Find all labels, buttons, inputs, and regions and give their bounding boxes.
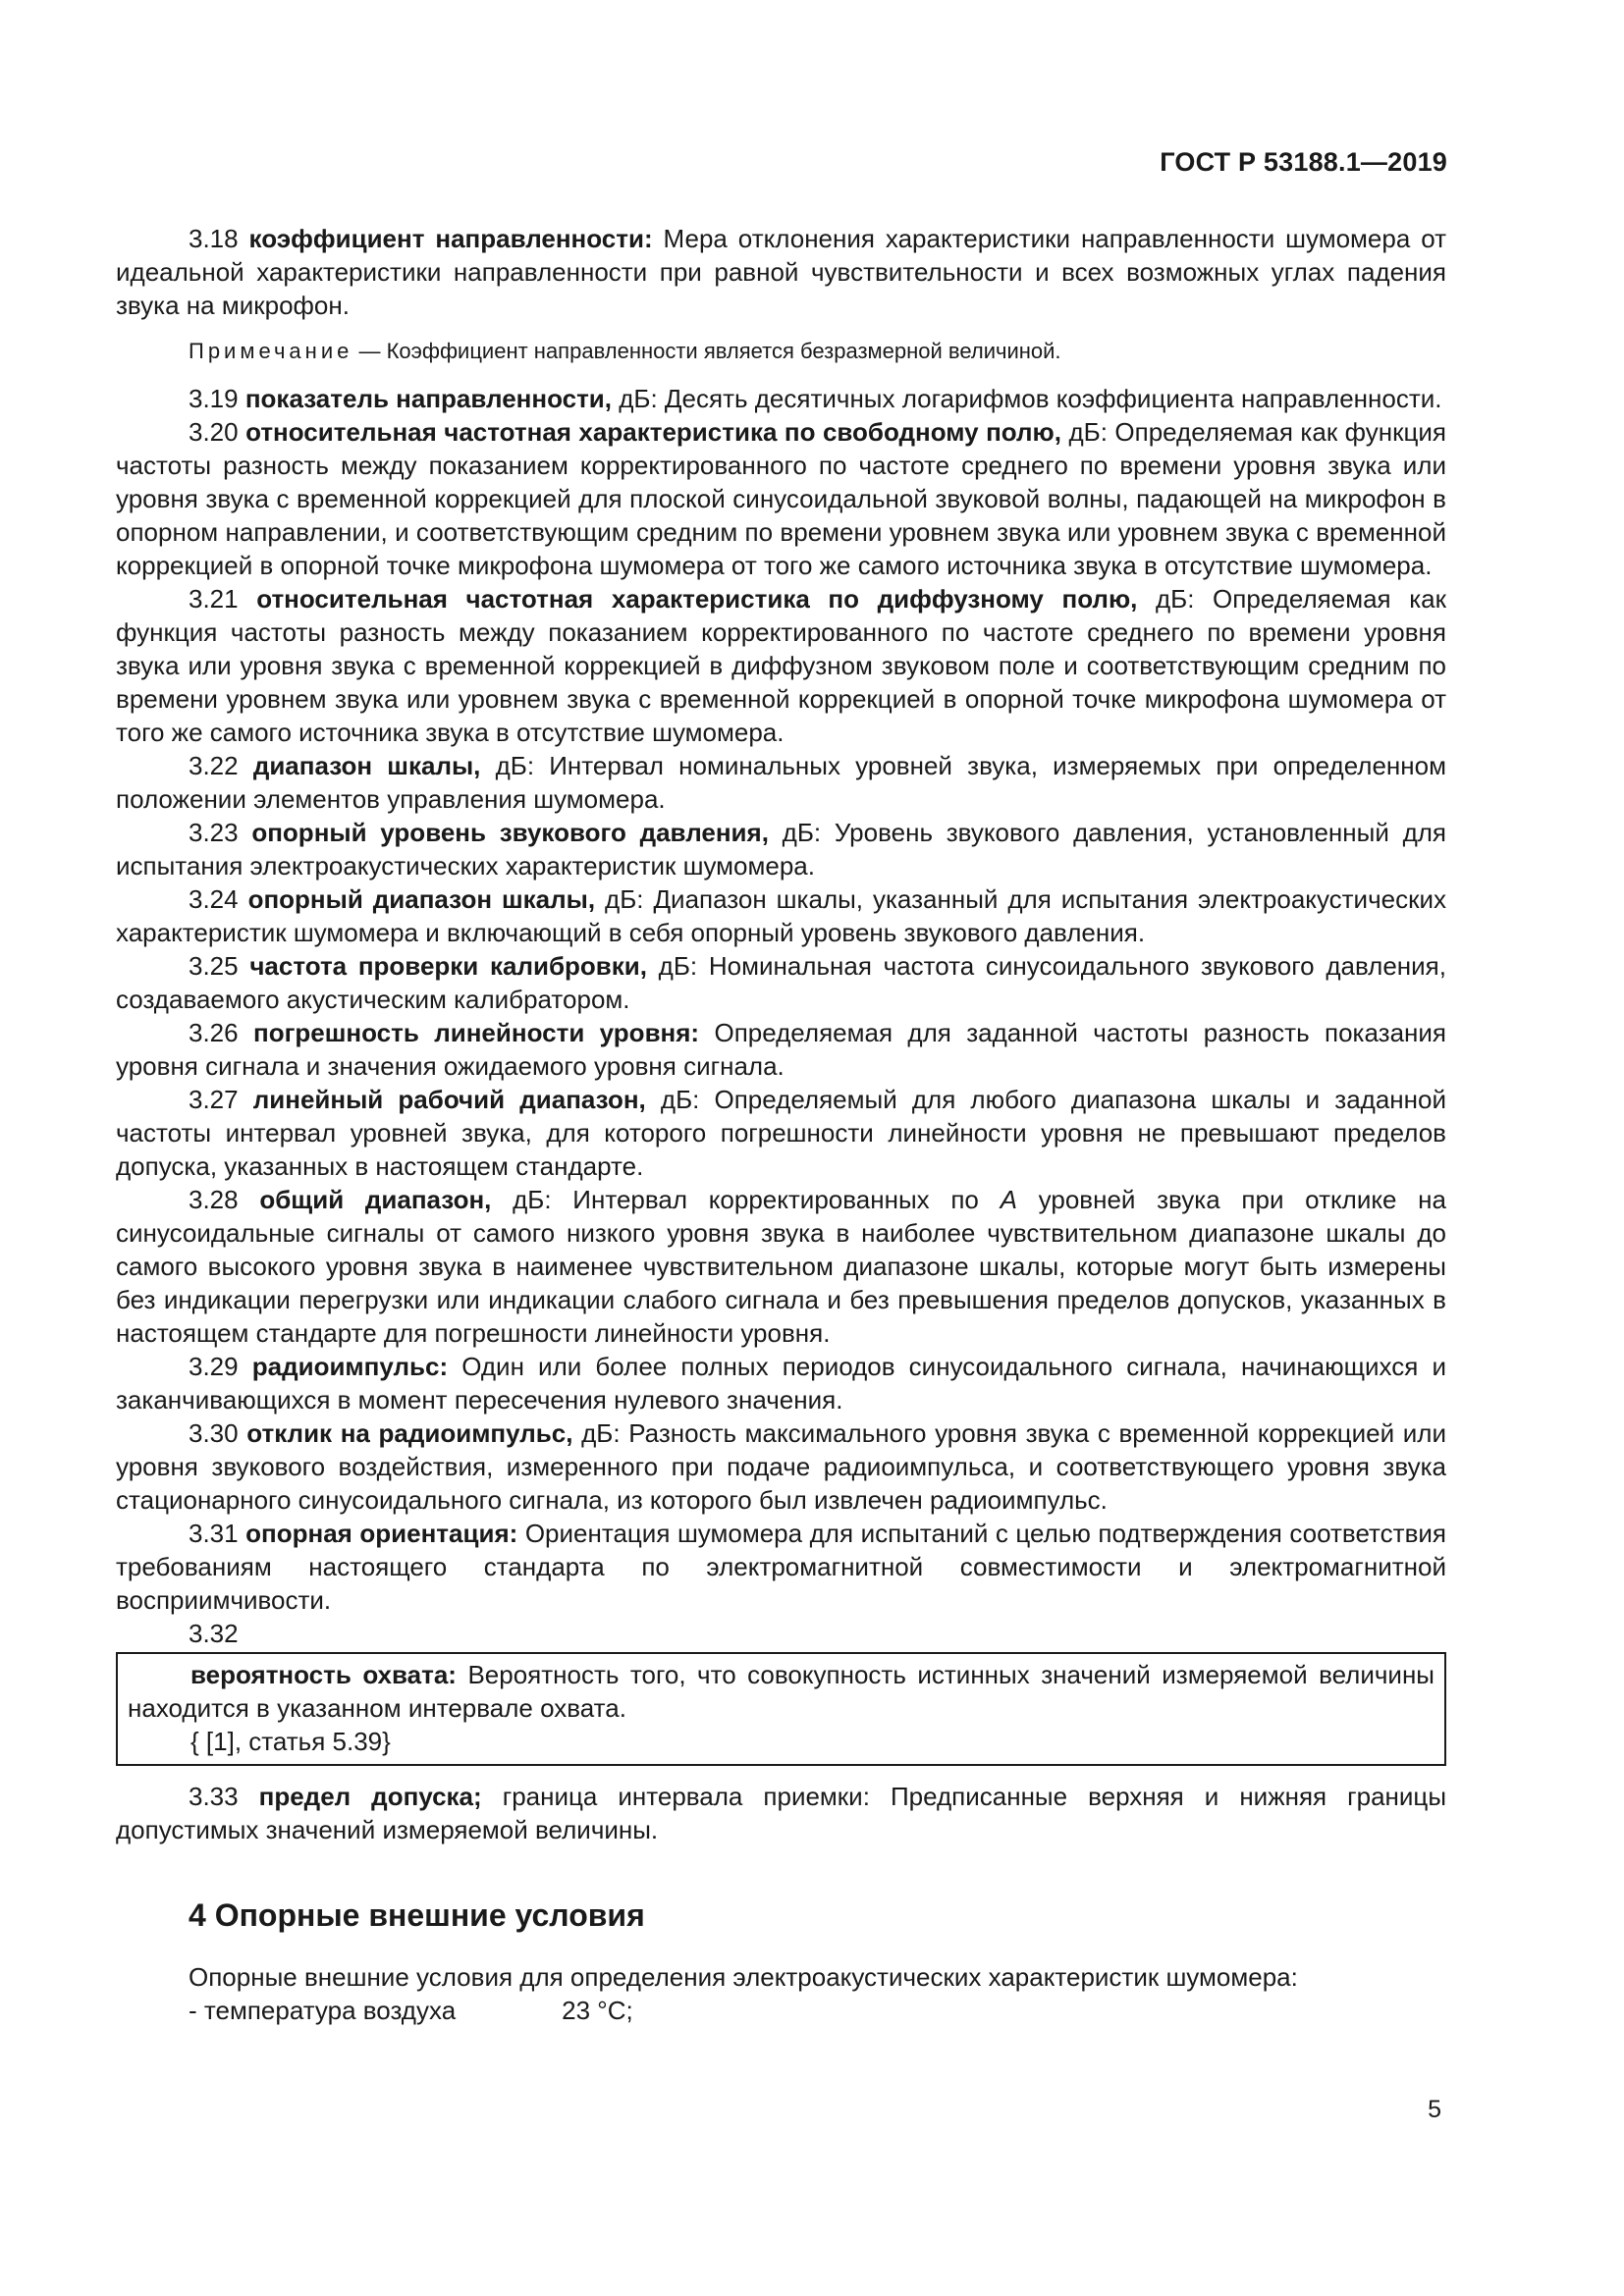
term-name: отклик на радиоимпульс, xyxy=(246,1418,573,1448)
term-name: показатель направленности, xyxy=(244,384,613,413)
term-name: диапазон шкалы, xyxy=(252,751,481,780)
term-name: относительная частотная характеристика по свободному полю, xyxy=(245,417,1061,447)
term-3-28: 3.28 общий диапазон, дБ: Интервал корректированных по А уровней звука при отклике на синусоидальные сигналы от самого низкого уровня звука в наиболее чувствительном диапазоне шкалы до самого высокого уровня звука в наименее чувствительном диапазоне шкалы, которые могут быть измерены без индикации перегрузки или индикации слабого сигнала и без превышения пределов допусков, указанных в настоящем стандарте для погрешности линейности уровня. xyxy=(116,1185,1446,1348)
term-name: общий диапазон, xyxy=(259,1185,492,1214)
term-3-26: 3.26 погрешность линейности уровня: Определяемая для заданной частоты разность показания уровня сигнала и значения ожидаемого уровня сигнала. xyxy=(116,1018,1446,1081)
term-name: относительная частотная характеристика по диффузному полю, xyxy=(256,584,1138,614)
condition-label: - температура воздуха xyxy=(189,1996,457,2025)
term-3-32: вероятность охвата: Вероятность того, что совокупность истинных значений измеряемой величины находится в указанном интервале охвата. xyxy=(128,1660,1435,1723)
term-3-24: 3.24 опорный диапазон шкалы, дБ: Диапазон шкалы, указанный для испытания электроакустических характеристик шумомера и включающий в себя опорный уровень звукового давления. xyxy=(116,884,1446,947)
term-3-25: 3.25 частота проверки калибровки, дБ: Номинальная частота синусоидального звукового давления, создаваемого акустическим калибратором. xyxy=(116,951,1446,1014)
term-3-19: 3.19 показатель направленности, дБ: Десять десятичных логарифмов коэффициента направленности. xyxy=(189,384,1442,413)
term-name: частота проверки калибровки, xyxy=(249,951,647,981)
term-3-33: 3.33 предел допуска; граница интервала приемки: Предписанные верхняя и нижняя границы допустимых значений измеряемой величины. xyxy=(116,1782,1447,1844)
term-source-reference: { [1], статья 5.39} xyxy=(190,1727,391,1756)
condition-air-temperature xyxy=(116,1994,1446,2027)
document-code-header: ГОСТ Р 53188.1—2019 xyxy=(1160,147,1447,177)
condition-value: 23 °С; xyxy=(562,1996,633,2025)
term-name: линейный рабочий диапазон, xyxy=(252,1085,646,1114)
term-3-32-box xyxy=(116,1652,1446,1766)
term-3-21: 3.21 относительная частотная характеристика по диффузному полю, дБ: Определяемая как функция частоты разность между показанием корректированного по частоте среднего по времени уровня звука или уровня звука с временной коррекцией в диффузном звуковом поле и соответствующим средним по времени уровнем звука или уровнем звука с временной коррекцией в опорной точке микрофона шумомера от того же самого источника звука в отсутствие шумомера. xyxy=(116,584,1446,747)
term-name: погрешность линейности уровня: xyxy=(253,1018,700,1047)
term-name: радиоимпульс: xyxy=(251,1352,449,1381)
term-name: вероятность охвата: xyxy=(190,1660,457,1689)
note xyxy=(116,337,1446,366)
section-4-intro: Опорные внешние условия для определения электроакустических характеристик шумомера: xyxy=(189,1962,1298,1992)
term-3-29: 3.29 радиоимпульс: Один или более полных периодов синусоидального сигнала, начинающихся и заканчивающихся в момент пересечения нулевого значения. xyxy=(116,1352,1446,1415)
term-3-22: 3.22 диапазон шкалы, дБ: Интервал номинальных уровней звука, измеряемых при определенном положении элементов управления шумомера. xyxy=(116,751,1446,814)
term-name: опорный диапазон шкалы, xyxy=(247,884,596,914)
note-label: Примечание xyxy=(189,339,353,363)
term-3-27: 3.27 линейный рабочий диапазон, дБ: Определяемый для любого диапазона шкалы и заданной частоты интервал уровней звука, для которого погрешности линейности уровня не превышают пределов допуска, указанных в настоящем стандарте. xyxy=(116,1085,1447,1181)
term-3-23: 3.23 опорный уровень звукового давления, дБ: Уровень звукового давления, установленный для испытания электроакустических характеристик шумомера. xyxy=(116,818,1446,881)
term-name: предел допуска; xyxy=(258,1782,482,1811)
term-3-31: 3.31 опорная ориентация: Ориентация шумомера для испытаний с целью подтверждения соответствия требованиям настоящего стандарта по электромагнитной совместимости и электромагнитной восприимчивости. xyxy=(116,1519,1446,1615)
section-4-title: 4 Опорные внешние условия xyxy=(189,1897,645,1933)
term-3-18: 3.18 коэффициент направленности: Мера отклонения характеристики направленности шумомера от идеальной характеристики направленности при равной чувствительности и всех возможных углах падения звука на микрофон. xyxy=(116,224,1446,320)
term-name: коэффициент направленности: xyxy=(248,224,653,253)
term-name: опорная ориентация: xyxy=(245,1519,518,1548)
page-content xyxy=(116,222,1446,2027)
term-3-32-number: 3.32 xyxy=(189,1619,239,1648)
term-3-20: 3.20 относительная частотная характеристика по свободному полю, дБ: Определяемая как функция частоты разность между показанием корректированного по частоте среднего по времени уровня звука или уровня звука с временной коррекцией для плоской синусоидальной звуковой волны, падающей на микрофон в опорном направлении, и соответствующим средним по времени уровнем звука или уровнем звука с временной коррекцией в опорной точке микрофона шумомера от того же самого источника звука в отсутствие шумомера. xyxy=(116,417,1446,580)
page-number: 5 xyxy=(1428,2096,1441,2123)
term-name: опорный уровень звукового давления, xyxy=(251,818,769,847)
term-3-30: 3.30 отклик на радиоимпульс, дБ: Разность максимального уровня звука с временной коррекцией или уровня звукового воздействия, измеренного при подаче радиоимпульса, и соответствующего уровня звука стационарного синусоидального сигнала, из которого был извлечен радиоимпульс. xyxy=(116,1418,1447,1515)
note-text: — Коэффициент направленности является безразмерной величиной. xyxy=(352,339,1061,363)
